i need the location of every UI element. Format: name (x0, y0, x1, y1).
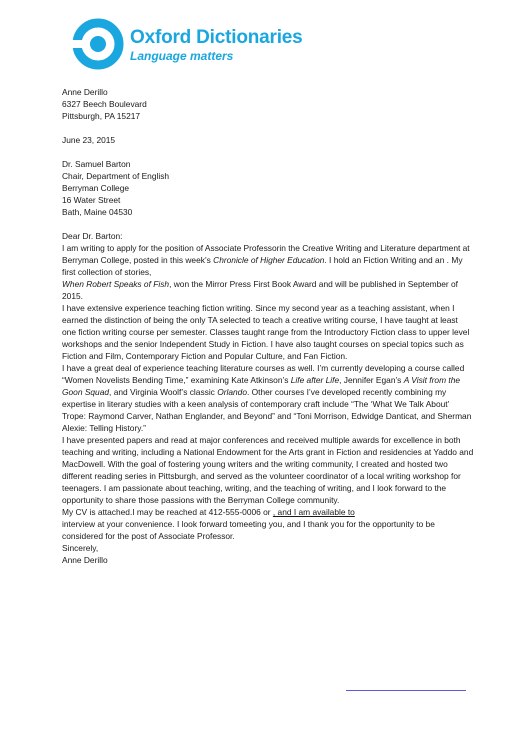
sender-city: Pittsburgh, PA 15217 (62, 111, 141, 121)
contact-link[interactable]: , and I am available to (272, 507, 355, 517)
p3-text-c: , Jennifer Egan’s (339, 375, 404, 385)
p1-text-c: . I hold an Fiction Writing and an . My first collection of stories, (62, 255, 463, 277)
paragraph-contact (62, 506, 474, 542)
p3-title-2: A Visit from the Goon Squad (62, 375, 461, 397)
p3-title-3: Orlando (217, 387, 247, 397)
recipient-title: Chair, Department of English (62, 171, 170, 181)
letter-date: June 23, 2015 (62, 135, 116, 145)
p1-text-e: , won the Mirror Press First Book Award and will be published in September of 2015. (62, 279, 458, 301)
sender-address (62, 86, 474, 122)
sender-name: Anne Derillo (62, 87, 108, 97)
paragraph-teaching-literature (62, 362, 474, 434)
paragraph-achievements: I have presented papers and read at major conferences and received multiple awards for excellence in both teaching and writing, including a National Endowment for the Arts grant in Fiction and residencies at Yaddo and MacDowell. With the goal of fostering young writers and the writing community, I created and hosted two different reading series in Pittsburgh, and served as the volunteer coordinator of a local writing workshop for teenagers. I am passionate about teaching, writing, and the teaching of writing, and I look forward to the opportunity to share those passions with the Berryman College community. (62, 435, 474, 505)
signature: Anne Derillo (62, 555, 108, 565)
letter-body (62, 86, 474, 566)
salutation: Dear Dr. Barton: (62, 231, 123, 241)
letter-date-block (62, 134, 474, 146)
paragraph-intro (62, 242, 474, 302)
p3-text-a: I have a great deal of experience teaching literature courses as well. I’m currently developing a course called “Women Novelists Bending Time,” examining Kate Atkinson’s (62, 363, 465, 385)
brand-name: Oxford Dictionaries (130, 27, 303, 48)
paragraph-teaching-writing: I have extensive experience teaching fiction writing. Since my second year as a teaching assistant, when I earned the distinction of being the only TA selected to teach a creative writing course, I have taught at least one fiction writing course per semester. Classes taught range from the Introductory Fiction class to upper level workshops and the senior Independent Study in Fiction. I have also taught courses on special topics such as Fiction and Film, Contemporary Fiction and Popular Culture, and Fan Fiction. (62, 303, 470, 361)
recipient-address (62, 158, 474, 218)
footer-rule (346, 690, 466, 691)
recipient-street: 16 Water Street (62, 195, 121, 205)
p1-publication: Chronicle of Higher Education (213, 255, 325, 265)
p3-title-1: Life after Life (290, 375, 340, 385)
p5-text-b: interview at your convenience. I look forward tomeeting you, and I thank you for the opportunity to be considered for the post of Associate Professor. (62, 519, 435, 541)
sender-street: 6327 Beech Boulevard (62, 99, 147, 109)
p3-text-e: , and Virginia Woolf’s classic (109, 387, 218, 397)
oxford-dictionaries-logo (72, 18, 312, 70)
recipient-org: Berryman College (62, 183, 130, 193)
recipient-city: Bath, Maine 04530 (62, 207, 133, 217)
p5-text-a: My CV is attached.I may be reached at 412-555-0006 or (62, 507, 273, 517)
p1-book-title: When Robert Speaks of Fish (62, 279, 170, 289)
oxford-logo-icon (72, 18, 124, 70)
recipient-name: Dr. Samuel Barton (62, 159, 131, 169)
brand-tagline: Language matters (130, 49, 234, 63)
p1-text-a: I am writing to apply for the position of Associate Professorin the Creative Writing and Literature department at Berryman College, posted in this week’s (62, 243, 470, 265)
p3-text-g: . Other courses I’ve developed recently combining my expertise in literary studies with a keen analysis of contemporary craft include “The ‘What We Talk About’ Trope: Raymond Carver, Nathan Englander, and Beyond” and “Toni Morrison, Edwidge Danticat, and Sherman Alexie: Telling History.” (62, 387, 472, 433)
closing: Sincerely, (62, 543, 99, 553)
